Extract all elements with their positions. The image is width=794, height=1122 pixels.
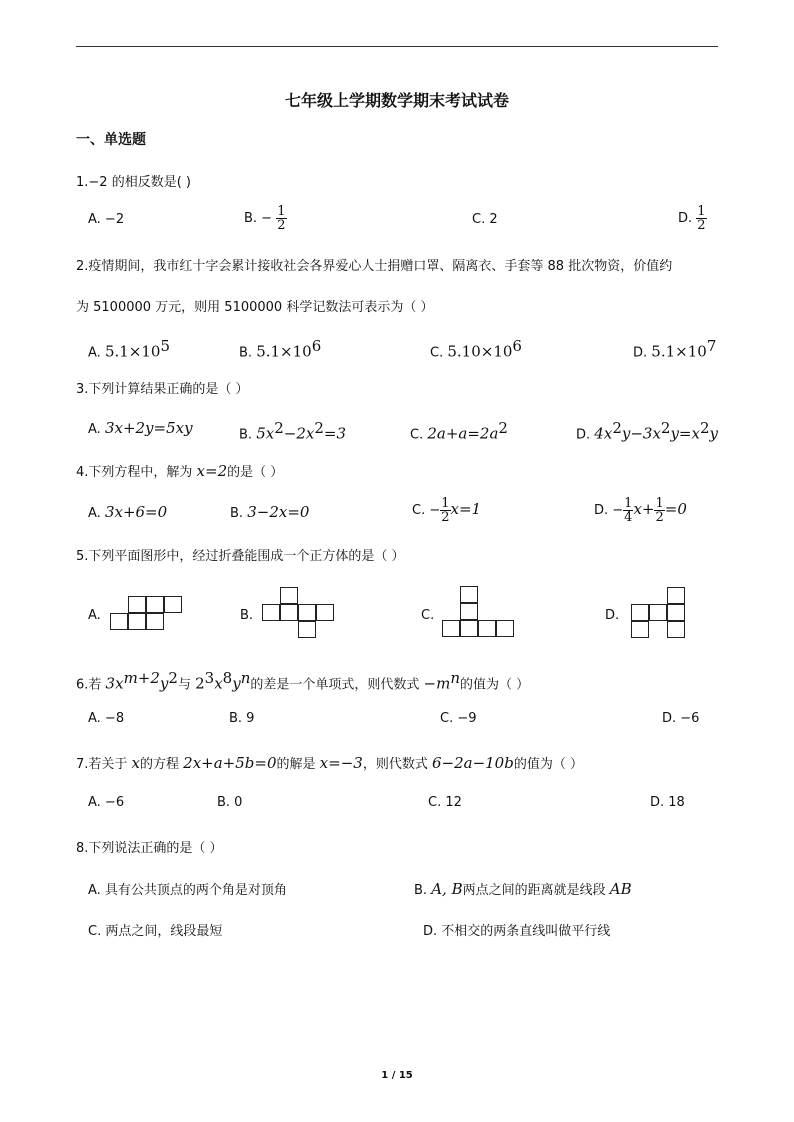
q4-option-a[interactable]: A. 3x+6=0 (88, 503, 168, 521)
q8-option-c[interactable]: C. 两点之间，线段最短 (88, 924, 223, 939)
q6-option-d[interactable]: D. −6 (662, 711, 700, 726)
question-5-stem: 5.下列平面图形中，经过折叠能围成一个正方体的是（ ） (76, 549, 405, 564)
header-rule (76, 46, 718, 47)
q3-option-a[interactable]: A. 3x+2y=5xy (88, 419, 193, 437)
section-heading: 一、单选题 (76, 132, 146, 148)
q2-option-a[interactable]: A. $5.1\times 10^5$ (88, 337, 170, 361)
q6-option-c[interactable]: C. −9 (440, 711, 477, 726)
page-title: 七年级上学期数学期末考试试卷 (284, 91, 509, 110)
q1-d-prefix: D. (678, 211, 693, 226)
question-3-stem: 3.下列计算结果正确的是（ ） (76, 382, 249, 397)
q1-d-fraction: $\frac{1}{2}$ (697, 204, 706, 233)
q1-option-b[interactable] (244, 205, 287, 232)
q2-option-d[interactable]: D. $5.1\times 10^7$ (633, 337, 717, 361)
q6-option-a[interactable]: A. −8 (88, 711, 125, 726)
q1-b-fraction: $\frac{1}{2}$ (277, 204, 286, 233)
question-8-stem: 8.下列说法正确的是（ ） (76, 841, 223, 856)
q4-option-c[interactable]: C. − $\frac{1}{2}$ x=1 (412, 496, 482, 525)
q5-option-d[interactable]: D. (605, 608, 620, 623)
q5-option-b[interactable]: B. (240, 608, 254, 623)
q6-option-b[interactable]: B. 9 (229, 711, 255, 726)
q4-option-b[interactable]: B. 3−2x=0 (230, 503, 310, 521)
q3-option-b[interactable]: B. $5x^2-2x^2=3$ (239, 419, 347, 443)
q7-option-c[interactable]: C. 12 (428, 795, 462, 810)
question-7-stem: 7.若关于 x的方程 2x+a+5b=0的解是 x=−3，则代数式 6−2a−10b的值为（ ） (76, 754, 583, 772)
q4-option-d[interactable]: D. − $\frac{1}{4}$ x+ $\frac{1}{2}$ =0 (594, 496, 687, 525)
page-number: 1 / 15 (381, 1070, 413, 1081)
q1-option-c[interactable]: C. 2 (472, 212, 498, 227)
q3-option-d[interactable]: D. $4x^2y-3x^2y=x^2y$ (576, 419, 718, 443)
question-4-stem: 4.下列方程中，解为 x=2的是（ ） (76, 462, 284, 480)
question-1-stem: 1.−2 的相反数是( ) (76, 175, 191, 190)
q2-option-c[interactable]: C. $5.10\times 10^6$ (430, 337, 522, 361)
q1-option-d[interactable] (678, 205, 707, 232)
q7-option-d[interactable]: D. 18 (650, 795, 685, 810)
question-6-stem: 6.若 $3x^{m+2}y^2$与 $2^3x^8y^n$的差是一个单项式，则代数式 $-m^n$的值为（ ） (76, 669, 530, 693)
q5-option-c[interactable]: C. (421, 608, 435, 623)
q8-option-a[interactable]: A. 具有公共顶点的两个角是对顶角 (88, 883, 287, 898)
q3-option-c[interactable]: C. $2a+a=2a^2$ (410, 419, 508, 443)
q7-option-b[interactable]: B. 0 (217, 795, 243, 810)
q2-option-b[interactable]: B. $5.1\times 10^6$ (239, 337, 322, 361)
q8-option-d[interactable]: D. 不相交的两条直线叫做平行线 (423, 924, 611, 939)
question-2-stem-line1: 2.疫情期间，我市红十字会累计接收社会各界爱心人士捐赠口罩、隔离衣、手套等 88 批次物资，价值约 (76, 259, 673, 274)
q1-b-prefix: B. − (244, 211, 273, 226)
q1-option-a[interactable]: A. −2 (88, 212, 125, 227)
q5-option-a[interactable]: A. (88, 608, 101, 623)
q8-option-b[interactable]: B. A, B两点之间的距离就是线段 AB (414, 880, 632, 898)
q7-option-a[interactable]: A. −6 (88, 795, 125, 810)
question-2-stem-line2: 为 5100000 万元，则用 5100000 科学记数法可表示为（ ） (76, 300, 434, 315)
